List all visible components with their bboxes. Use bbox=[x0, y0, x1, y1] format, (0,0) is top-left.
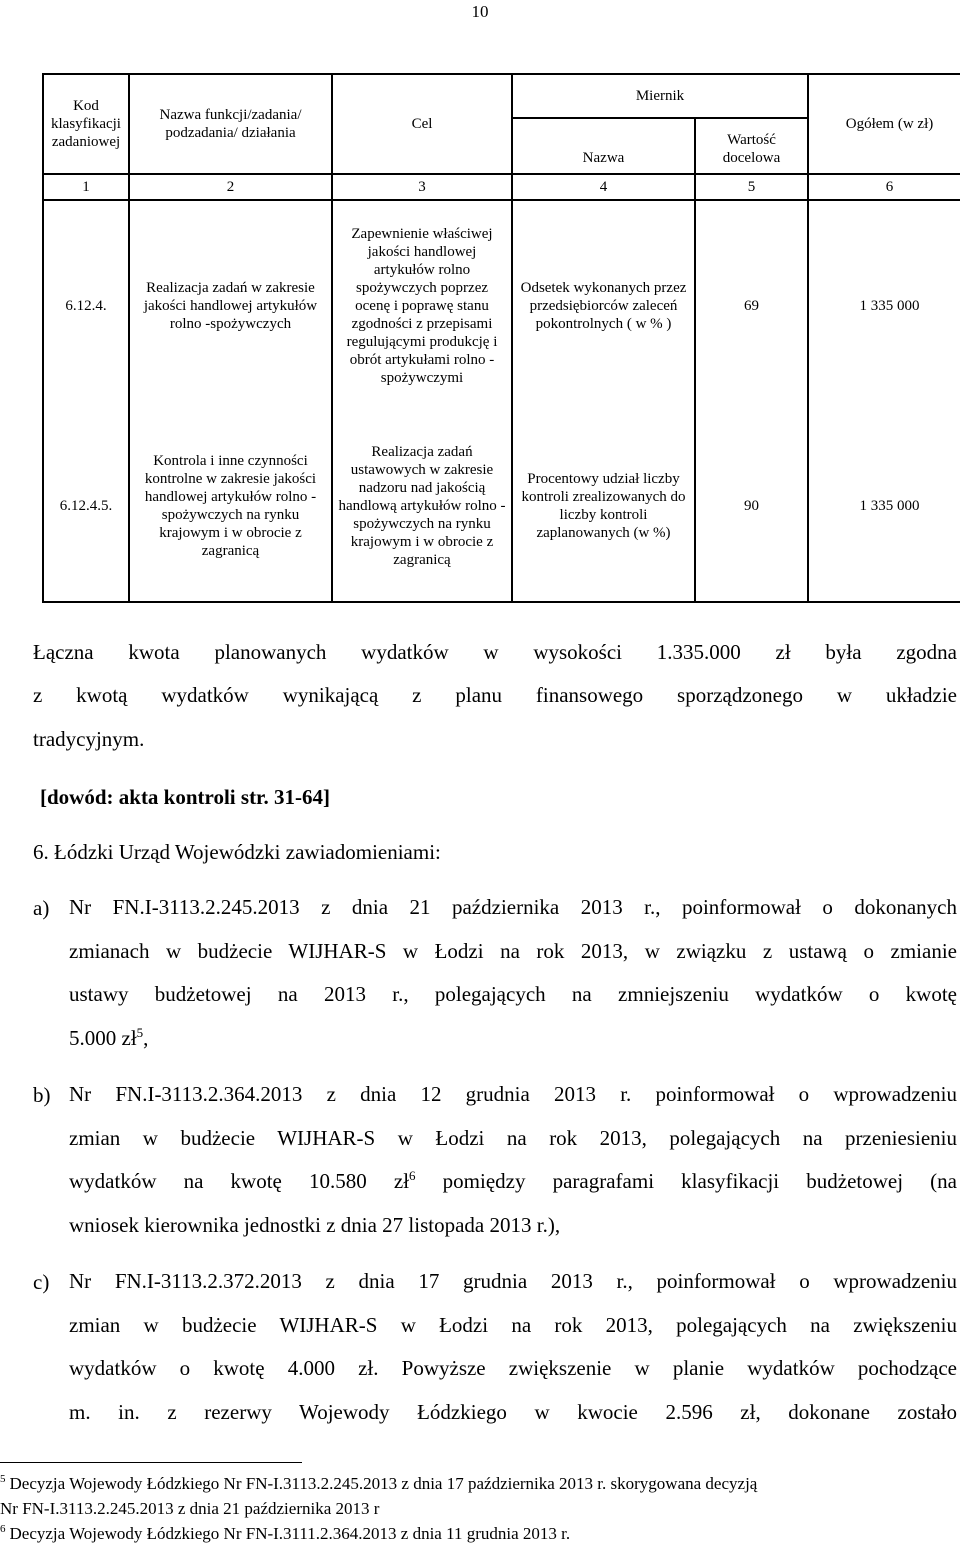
row1-miernik-nazwa: Odsetek wykonanych przez przedsiębiorców zaleceń pokontrolnych ( w % ) bbox=[512, 200, 695, 410]
list-item-line: wydatków na kwotę 10.580 $zł^6$ pomiędzy paragrafami klasyfikacji budżetowej (na bbox=[69, 1168, 957, 1193]
list-item-line: Nr FN.I-3113.2.245.2013 z dnia 21 października 2013 r., poinformował o dokonanych bbox=[69, 895, 957, 919]
list-item-line: ustawy budżetowej na 2013 r., polegających na zmniejszeniu wydatków o kwotę bbox=[69, 982, 957, 1006]
column-number: 4 bbox=[512, 174, 695, 200]
summary-line: Łączna kwota planowanych wydatków w wysokości 1.335.000 zł była zgodna bbox=[33, 640, 957, 664]
summary-line: tradycyjnym. bbox=[33, 727, 145, 751]
list-item-line: Nr FN.I-3113.2.372.2013 z dnia 17 grudnia 2013 r., poinformował o wprowadzeniu bbox=[69, 1269, 957, 1293]
list-item-line: zmianach w budżecie WIJHAR-S w Łodzi na rok 2013, w związku z ustawą o zmianie bbox=[69, 938, 957, 963]
list-item-line: 5.000 $zł^5$, bbox=[69, 1024, 149, 1050]
budget-task-table bbox=[42, 73, 960, 603]
row2-ogolem: 1 335 000 bbox=[808, 410, 960, 602]
row1-nazwa: Realizacja zadań w zakresie jakości handlowej artykułów rolno -spożywczych bbox=[129, 200, 332, 410]
footnote-5-cont: Nr FN-I.3113.2.245.2013 z dnia 21 października 2013 r bbox=[0, 1499, 380, 1518]
footnote-ref-6: 6 bbox=[409, 1168, 416, 1183]
list-item-line: Nr FN.I-3113.2.364.2013 z dnia 12 grudnia 2013 r. poinformował o wprowadzeniu bbox=[69, 1082, 957, 1106]
column-number: 6 bbox=[808, 174, 960, 200]
list-label-c: c) bbox=[33, 1270, 50, 1294]
list-item-line: zmian w budżecie WIJHAR-S w Łodzi na rok 2013, polegających na przeniesieniu bbox=[69, 1125, 957, 1150]
footnote-ref-5: 5 bbox=[136, 1024, 144, 1040]
row2-cel: Realizacja zadań ustawowych w zakresie nadzoru nad jakością handlową artykułów rolno -spożywczych na rynku krajowym i w obrocie z zagranicą bbox=[332, 410, 512, 602]
header-cel: Cel bbox=[332, 74, 512, 174]
list-item-line: zmian w budżecie WIJHAR-S w Łodzi na rok 2013, polegających na zwiększeniu bbox=[69, 1312, 957, 1337]
column-number: 2 bbox=[129, 174, 332, 200]
summary-line: z kwotą wydatków wynikającą z planu finansowego sporządzonego w układzie bbox=[33, 683, 957, 707]
row1-wartosc: 69 bbox=[695, 200, 808, 410]
header-ogolem: Ogółem (w zł) bbox=[808, 74, 960, 174]
evidence-reference: [dowód: akta kontroli str. 31-64] bbox=[40, 785, 330, 809]
column-number: 5 bbox=[695, 174, 808, 200]
row2-kod: 6.12.4.5. bbox=[43, 410, 129, 602]
row1-ogolem: 1 335 000 bbox=[808, 200, 960, 410]
footnote-5: $^5$ Decyzja Wojewody Łódzkiego Nr FN-I.3113.2.245.2013 z dnia 17 października 2013 r. skorygowana decyzją bbox=[0, 1473, 758, 1493]
list-label-a: a) bbox=[33, 896, 50, 920]
list-item-line: m. in. z rezerwy Wojewody Łódzkiego w kwocie 2.596 zł, dokonane zostało bbox=[69, 1399, 957, 1424]
list-item-line: wniosek kierownika jednostki z dnia 27 listopada 2013 r.), bbox=[69, 1212, 561, 1237]
header-nazwa-funkcji: Nazwa funkcji/zadania/ podzadania/ działania bbox=[129, 74, 332, 174]
header-miernik: Miernik bbox=[512, 74, 808, 118]
section-heading: 6. Łódzki Urząd Wojewódzki zawiadomieniami: bbox=[33, 840, 441, 864]
list-item-a bbox=[69, 886, 957, 1060]
row2-nazwa: Kontrola i inne czynności kontrolne w zakresie jakości handlowej artykułów rolno - spożywczych na rynku krajowym i w obrocie z zagranicą bbox=[129, 410, 332, 602]
list-label-b: b) bbox=[33, 1083, 51, 1107]
header-wartosc: Wartość docelowa bbox=[695, 118, 808, 174]
column-number: 3 bbox=[332, 174, 512, 200]
row1-cel: Zapewnienie właściwej jakości handlowej artykułów rolno spożywczych poprzez ocenę i poprawę stanu zgodności z przepisami regulującymi produkcję i obrót artykułami rolno -spożywczymi bbox=[332, 200, 512, 410]
column-number: 1 bbox=[43, 174, 129, 200]
row2-miernik-nazwa: Procentowy udział liczby kontroli zrealizowanych do liczby kontroli zaplanowanych (w %) bbox=[512, 410, 695, 602]
page-number: 10 bbox=[471, 2, 489, 21]
row2-wartosc: 90 bbox=[695, 410, 808, 602]
footnote-separator bbox=[0, 1462, 302, 1463]
header-nazwa: Nazwa bbox=[512, 118, 695, 174]
header-kod: Kod klasyfikacji zadaniowej bbox=[43, 74, 129, 174]
footnote-6: $^6$ Decyzja Wojewody Łódzkiego Nr FN-I.3111.2.364.2013 z dnia 11 grudnia 2013 r. bbox=[0, 1523, 571, 1543]
list-item-c bbox=[69, 1260, 957, 1434]
list-item-b bbox=[69, 1073, 957, 1247]
list-item-line: wydatków o kwotę 4.000 zł. Powyższe zwiększenie w planie wydatków pochodzące bbox=[69, 1356, 957, 1380]
row1-kod: 6.12.4. bbox=[43, 200, 129, 410]
